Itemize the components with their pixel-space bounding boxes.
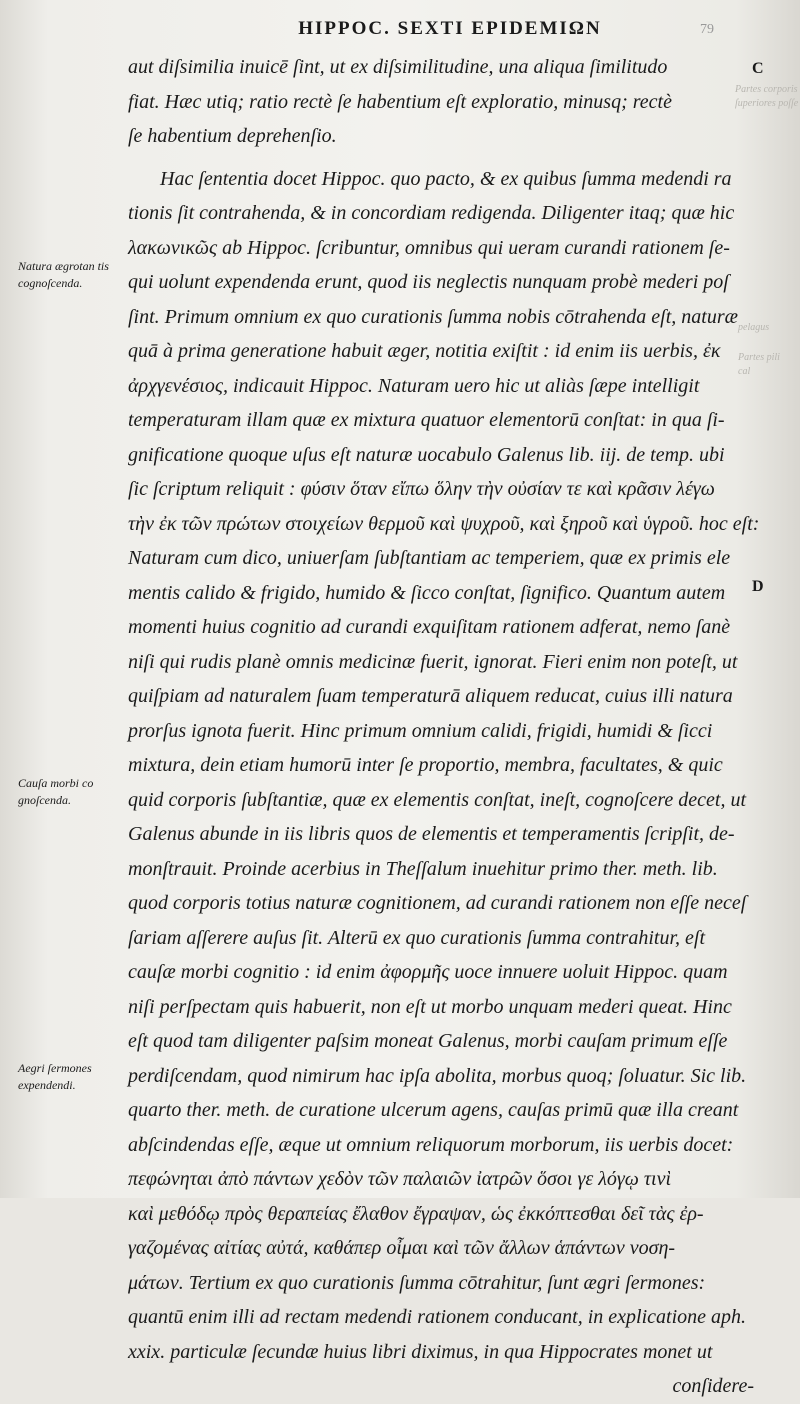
greek-text-line: καὶ μεθόδῳ πρὸς θεραπείας ἔλαθον ἔγραψαν, ὡς ἐκκόπτεσθαι δεῖ τὰς ἐρ- [128, 1202, 704, 1225]
text-line: eſt quod tam diligenter paſsim moneat Galenus, morbi cauſam primum eſſe [128, 1030, 728, 1052]
catchword: conſidere- [672, 1375, 754, 1397]
text-line: Naturam cum dico, uniuerſam ſubſtantiam ac temperiem, quæ ex primis ele [128, 547, 731, 569]
margin-note: Aegri ſermones expendendi. [18, 1061, 92, 1092]
text-line: ἀρχγενέσιος, indicauit Hippoc. Naturam uero hic ut aliàs ſæpe intelligit [128, 374, 700, 397]
greek-text-line: ſic ſcriptum reliquit : φύσιν ὅταν εἴπω ὅλην τὴν οὐσίαν τε καὶ κρᾶσιν λέγω [128, 478, 715, 500]
text-line: Galenus abunde in iis libris quos de elementis et temperamentis ſcripſit, de- [128, 823, 735, 845]
margin-note: Natura ægrotan tis cognoſcenda. [18, 259, 109, 290]
text-line: cauſæ morbi cognitio : id enim ἀφορμῆς uoce innuere uoluit Hippoc. quam [128, 961, 728, 983]
greek-text-line: γαζομένας αἰτίας αὐτά, καθάπερ οἶμαι καὶ τῶν ἄλλων ἁπάντων νοση- [128, 1237, 676, 1259]
text-line: quid corporis ſubſtantiæ, quæ ex elementis conſtat, ineſt, cognoſcere decet, ut [128, 788, 747, 811]
text-line: qui uolunt expendenda erunt, quod iis neglectis nunquam probè mederi poſ [128, 271, 729, 293]
text-line: gnificatione quoque uſus eſt naturæ uocabulo Galenus lib. iij. de temp. ubi [128, 443, 725, 466]
text-line: λακωνικῶς ab Hippoc. ſcribuntur, omnibus qui ueram curandi rationem ſe- [128, 236, 730, 259]
greek-text-line: πεφώνηται ἀπὸ πάντων χεδὸν τῶν παλαιῶν ἰατρῶν ὅσοι γε λόγῳ τινὶ [128, 1168, 672, 1190]
text-line: tionis ſit contrahenda, & in concordiam redigenda. Diligenter itaq; quæ hic [128, 202, 735, 224]
text-line: quiſpiam ad naturalem ſuam temperaturā aliquem reducat, cuius illi natura [128, 685, 733, 707]
text-line: momenti huius cognitio ad curandi exquiſitam rationem adferat, nemo ſanè [128, 616, 731, 638]
text-line: mixtura, dein etiam humorū inter ſe proportio, membra, facultates, & quic [128, 754, 723, 776]
page-number: 79 [700, 22, 714, 37]
text-line: quarto ther. meth. de curatione ulcerum agens, cauſas primū quæ illa creant [128, 1099, 739, 1121]
text-line: niſi perſpectam quis habuerit, non eſt ut morbo unquam mederi queat. Hinc [128, 995, 732, 1018]
section-marker: D [752, 578, 764, 595]
margin-note: Cauſa morbi co gnoſcenda. [18, 776, 94, 807]
text-line: temperaturam illam quæ ex mixtura quatuor elementorū conſtat: in qua ſi- [128, 409, 725, 431]
text-line: abſcindendas eſſe, æque ut omnium reliquorum morborum, iis uerbis docet: [128, 1133, 734, 1156]
text-line: ſe habentium deprehenſio. [128, 125, 337, 147]
text-line: aut diſsimilia inuicē ſint, ut ex diſsimilitudine, una aliqua ſimilitudo [128, 56, 668, 78]
bleed-through-text: pelagus [738, 322, 770, 333]
bleed-through-text: cal [738, 366, 751, 377]
text-line: ſariam aſſerere auſus ſit. Alterū ex quo curationis ſumma contrahitur, eſt [128, 926, 706, 949]
text-line: quantū enim illi ad rectam medendi rationem conducant, in explicatione aph. [128, 1306, 747, 1328]
text-line: prorſus ignota fuerit. Hinc primum omnium calidi, frigidi, humidi & ſicci [128, 719, 713, 742]
running-header: HIPPOC. SEXTI EPIDEMIΩN [298, 18, 602, 39]
bleed-through-text: Partes corporis [735, 84, 798, 95]
text-line: niſi qui rudis planè omnis medicinæ fuerit, ignorat. Fieri enim non poteſt, ut [128, 650, 738, 673]
text-line: quā à prima generatione habuit æger, notitia exiſtit : id enim iis uerbis, ἐκ [128, 340, 721, 362]
bleed-through-text: Partes pili [738, 352, 780, 363]
text-line: Hac ſententia docet Hippoc. quo pacto, & ex quibus ſumma medendi ra [160, 167, 732, 190]
text-line: monſtrauit. Proinde acerbius in Theſſalum inuehitur primo ther. meth. lib. [128, 857, 718, 880]
text-line: perdiſcendam, quod nimirum hac ipſa abolita, morbus quoq; ſoluatur. Sic lib. [128, 1064, 747, 1087]
body-text [128, 50, 768, 1404]
text-line: xxix. particulæ ſecundæ huius libri diximus, in qua Hippocrates monet ut [128, 1340, 713, 1363]
text-line: ſint. Primum omnium ex quo curationis ſumma nobis cōtrahenda eſt, naturæ [128, 305, 738, 328]
text-line: μάτων. Tertium ex quo curationis ſumma cōtrahitur, ſunt ægri ſermones: [128, 1271, 706, 1294]
text-line: quod corporis totius naturæ cognitionem, ad curandi rationem non eſſe neceſ [128, 892, 747, 914]
text-line: mentis calido & frigido, humido & ſicco conſtat, ſignifico. Quantum autem [128, 581, 726, 604]
bleed-through-text: ſuperiores poſſe [735, 98, 799, 109]
text-line: fiat. Hæc utiq; ratio rectè ſe habentium eſt exploratio, minusq; rectè [128, 90, 672, 113]
greek-text-line: τὴν ἐκ τῶν πρώτων στοιχείων θερμοῦ καὶ ψυχροῦ, καὶ ξηροῦ καὶ ὑγροῦ. hoc eſt: [128, 512, 760, 535]
section-marker: C [752, 60, 764, 77]
